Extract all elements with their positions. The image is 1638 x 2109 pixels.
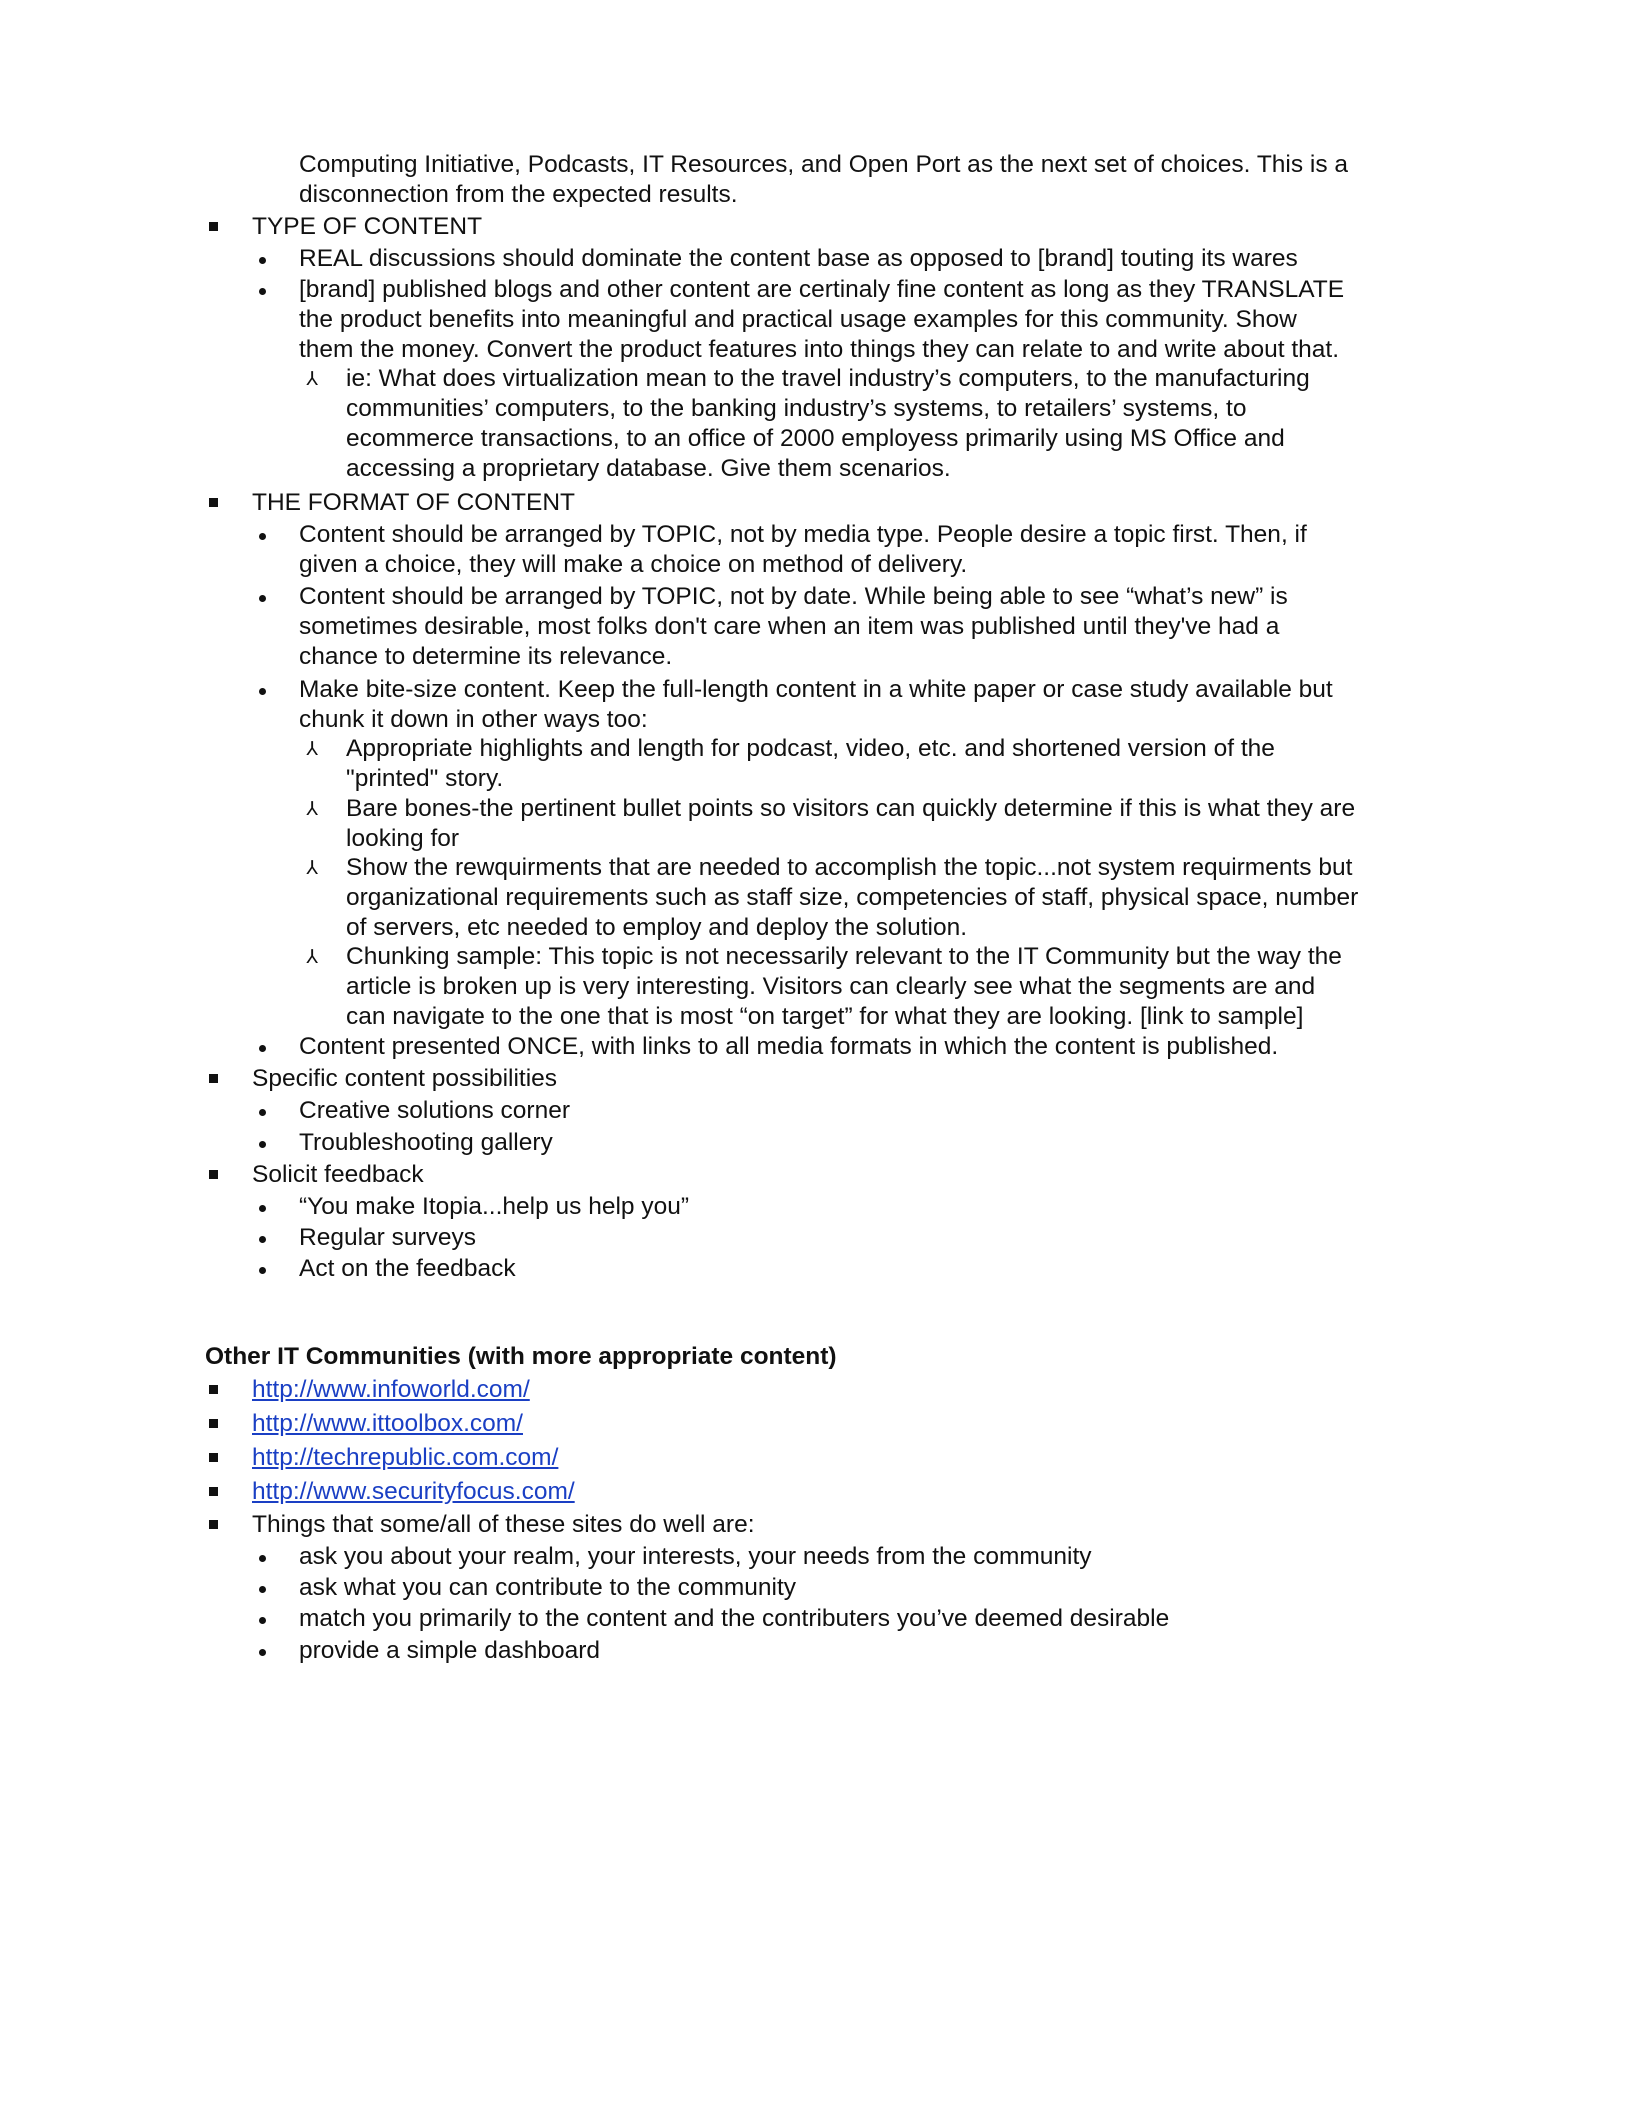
text-line: chunk it down in other ways too:	[299, 706, 648, 733]
list-item	[252, 1409, 523, 1439]
list-item: REAL discussions should dominate the content base as opposed to [brand] touting its wares	[299, 245, 1298, 272]
list-item: Act on the feedback	[299, 1255, 516, 1282]
text-line: communities’ computers, to the banking industry’s systems, to retailers’ systems, to	[346, 395, 1247, 422]
list-item	[346, 942, 1342, 1032]
round-bullet-icon	[259, 1141, 266, 1148]
text-line: disconnection from the expected results.	[299, 181, 738, 208]
text-line: chance to determine its relevance.	[299, 643, 673, 670]
round-bullet-icon	[259, 1267, 266, 1274]
text-line: the product benefits into meaningful and practical usage examples for this community. Show	[299, 306, 1297, 333]
text-line: Appropriate highlights and length for podcast, video, etc. and shortened version of the	[346, 735, 1275, 762]
square-bullet-icon	[209, 1385, 218, 1394]
round-bullet-icon	[259, 1045, 266, 1052]
section-format-of-content-title: THE FORMAT OF CONTENT	[252, 489, 576, 516]
square-bullet-icon	[209, 498, 218, 507]
link-ittoolbox[interactable]: http://www.ittoolbox.com/	[252, 1410, 523, 1437]
square-bullet-icon	[209, 1520, 218, 1529]
list-item: Troubleshooting gallery	[299, 1129, 553, 1156]
text-line: Bare bones-the pertinent bullet points so visitors can quickly determine if this is what they are	[346, 795, 1356, 822]
round-bullet-icon	[259, 1109, 266, 1116]
section-specific-title: Specific content possibilities	[252, 1065, 558, 1092]
square-bullet-icon	[209, 222, 218, 231]
intro-paragraph	[299, 150, 1348, 210]
text-line: organizational requirements such as staff size, competencies of staff, physical space, number	[346, 884, 1359, 911]
round-bullet-icon	[259, 1205, 266, 1212]
list-item: match you primarily to the content and the contributers you’ve deemed desirable	[299, 1605, 1170, 1632]
text-line: Chunking sample: This topic is not necessarily relevant to the IT Community but the way the	[346, 943, 1342, 970]
list-item	[346, 734, 1275, 794]
text-line: accessing a proprietary database. Give them scenarios.	[346, 455, 951, 482]
text-line: can navigate to the one that is most “on target” for what they are looking. [link to sample]	[346, 1003, 1304, 1030]
text-line: ie: What does virtualization mean to the travel industry’s computers, to the manufacturing	[346, 365, 1310, 392]
list-item	[346, 794, 1355, 854]
text-line: of servers, etc needed to employ and deploy the solution.	[346, 914, 968, 941]
text-line: ecommerce transactions, to an office of 2000 employess primarily using MS Office and	[346, 425, 1285, 452]
text-line: Computing Initiative, Podcasts, IT Resources, and Open Port as the next set of choices. This is a	[299, 151, 1349, 178]
link-techrepublic[interactable]: http://techrepublic.com.com/	[252, 1444, 559, 1471]
text-line: Content should be arranged by TOPIC, not by date. While being able to see “what’s new” is	[299, 583, 1288, 610]
list-item	[252, 1443, 558, 1473]
link-infoworld[interactable]: http://www.infoworld.com/	[252, 1376, 530, 1403]
list-item: Content presented ONCE, with links to all media formats in which the content is published.	[299, 1033, 1279, 1060]
round-bullet-icon	[259, 1649, 266, 1656]
text-line: Content should be arranged by TOPIC, not by media type. People desire a topic first. Then, if	[299, 521, 1307, 548]
list-item: “You make Itopia...help us help you”	[299, 1193, 689, 1220]
text-line: "printed" story.	[346, 765, 504, 792]
list-item	[346, 364, 1310, 484]
list-item: Regular surveys	[299, 1224, 477, 1251]
text-line: sometimes desirable, most folks don't care when an item was published until they've had a	[299, 613, 1280, 640]
round-bullet-icon	[259, 533, 266, 540]
arrowhead-bullet-icon: ⅄	[306, 798, 318, 820]
section-solicit-title: Solicit feedback	[252, 1161, 424, 1188]
text-line: article is broken up is very interesting. Visitors can clearly see what the segments are and	[346, 973, 1316, 1000]
list-item-things-done-well: Things that some/all of these sites do well are:	[252, 1511, 755, 1538]
list-item	[299, 275, 1344, 365]
round-bullet-icon	[259, 1236, 266, 1243]
list-item: provide a simple dashboard	[299, 1637, 600, 1664]
list-item	[252, 1375, 530, 1405]
list-item	[346, 853, 1358, 943]
round-bullet-icon	[259, 1555, 266, 1562]
arrowhead-bullet-icon: ⅄	[306, 857, 318, 879]
list-item	[299, 582, 1288, 672]
square-bullet-icon	[209, 1170, 218, 1179]
square-bullet-icon	[209, 1419, 218, 1428]
list-item: ask you about your realm, your interests, your needs from the community	[299, 1543, 1092, 1570]
arrowhead-bullet-icon: ⅄	[306, 738, 318, 760]
round-bullet-icon	[259, 1586, 266, 1593]
section-type-of-content-title: TYPE OF CONTENT	[252, 213, 483, 240]
square-bullet-icon	[209, 1487, 218, 1496]
text-line: them the money. Convert the product features into things they can relate to and write about that.	[299, 336, 1340, 363]
round-bullet-icon	[259, 257, 266, 264]
round-bullet-icon	[259, 688, 266, 695]
text-line: Make bite-size content. Keep the full-length content in a white paper or case study available but	[299, 676, 1333, 703]
list-item	[252, 1477, 575, 1507]
text-line: looking for	[346, 825, 460, 852]
text-line: given a choice, they will make a choice on method of delivery.	[299, 551, 968, 578]
text-line: [brand] published blogs and other content are certinaly fine content as long as they TRANSLATE	[299, 276, 1345, 303]
arrowhead-bullet-icon: ⅄	[306, 368, 318, 390]
square-bullet-icon	[209, 1074, 218, 1083]
list-item: Creative solutions corner	[299, 1097, 570, 1124]
round-bullet-icon	[259, 595, 266, 602]
list-item	[299, 675, 1333, 735]
list-item: ask what you can contribute to the community	[299, 1574, 797, 1601]
arrowhead-bullet-icon: ⅄	[306, 946, 318, 968]
section-heading-other-communities: Other IT Communities (with more appropriate content)	[205, 1343, 837, 1370]
square-bullet-icon	[209, 1453, 218, 1462]
list-item	[299, 520, 1307, 580]
link-securityfocus[interactable]: http://www.securityfocus.com/	[252, 1478, 575, 1505]
round-bullet-icon	[259, 288, 266, 295]
text-line: Show the rewquirments that are needed to accomplish the topic...not system requirments but	[346, 854, 1353, 881]
round-bullet-icon	[259, 1617, 266, 1624]
